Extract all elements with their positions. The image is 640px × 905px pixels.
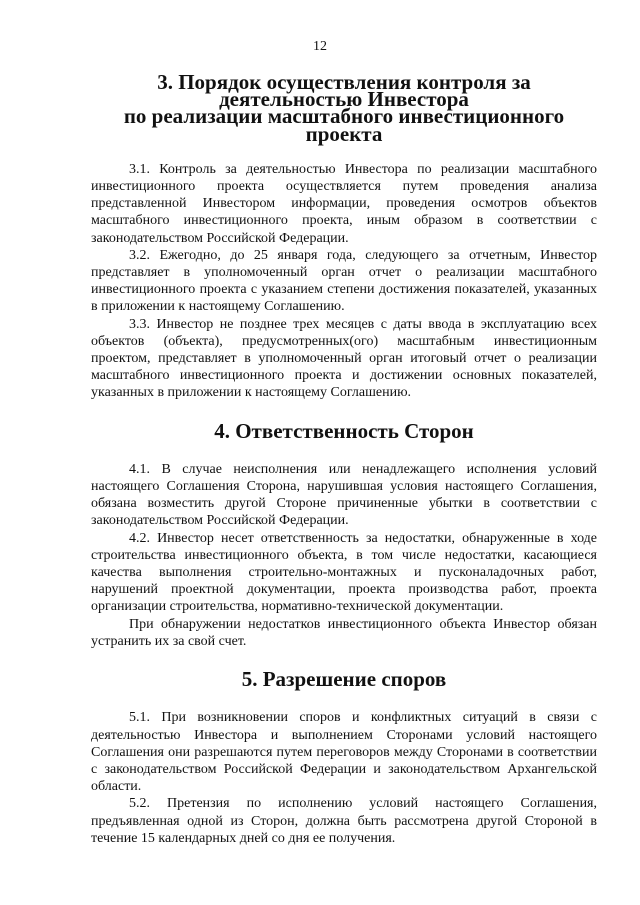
- section-3-heading: [91, 70, 597, 146]
- section-4-heading-line-1: 4. Ответственность Сторон: [214, 418, 474, 443]
- paragraph-3-1: 3.1. Контроль за деятельностью Инвестора по реализации масштабного инвестиционного проекта осуществляется путем проведения анализа представленной Инвестором информации, проведения осмотров объектов масштабного инвестиционного проекта, иным образом в соответствии с законодательством Российской Федерации.: [91, 161, 597, 246]
- paragraph-3-2: 3.2. Ежегодно, до 25 января года, следующего за отчетным, Инвестор представляет в уполномоченный орган отчет о реализации масштабного инвестиционного проекта с указанием степени достижения показателей, указанных в приложении к настоящему Соглашению.: [91, 247, 597, 315]
- paragraph-4-2: 4.2. Инвестор несет ответственность за недостатки, обнаруженные в ходе строительства инвестиционного объекта, в том числе недостатки, касающиеся качества выполнения строительно-монтажных и пусконаладочных работ, нарушений проектной документации, проекта производства работ, проекта организации строительства, нормативно-технической документации.: [91, 530, 597, 615]
- section-3-heading-line-1: 3. Порядок осуществления контроля за деятельностью Инвестора: [157, 70, 531, 112]
- section-5-heading: [91, 667, 597, 692]
- paragraph-4-1: 4.1. В случае неисполнения или ненадлежащего исполнения условий настоящего Соглашения Сторона, нарушившая условия настоящего Соглашения, обязана возместить другой Стороне причиненные убытки в соответствии с законодательством Российской Федерации.: [91, 461, 597, 529]
- paragraph-4-3: При обнаружении недостатков инвестиционного объекта Инвестор обязан устранить их за свой счет.: [91, 616, 597, 649]
- page-number: 12: [313, 39, 327, 54]
- paragraph-3-3: 3.3. Инвестор не позднее трех месяцев с даты ввода в эксплуатацию всех объектов (объекта), предусмотренных(ого) масштабным инвестиционным проектом, представляет в уполномоченный орган итоговый отчет о реализации масштабного инвестиционного проекта и достижении основных показателей, указанных в приложении к настоящему Соглашению.: [91, 316, 597, 401]
- section-5-heading-line-1: 5. Разрешение споров: [241, 667, 447, 692]
- paragraph-5-1: 5.1. При возникновении споров и конфликтных ситуаций в связи с деятельностью Инвестора и выполнением Сторонами условий настоящего Соглашения они разрешаются путем переговоров между Сторонами в соответствии с законодательством Российской Федерации и законодательством Архангельской области.: [91, 710, 597, 795]
- section-3-heading-line-2: по реализации масштабного инвестиционного проекта: [123, 104, 565, 146]
- section-4-heading: [91, 418, 597, 443]
- document-body: [91, 70, 597, 847]
- paragraph-5-2: 5.2. Претензия по исполнению условий настоящего Соглашения, предъявленная одной из Сторон, должна быть рассмотрена другой Стороной в течение 15 календарных дней со дня ее получения.: [91, 796, 597, 846]
